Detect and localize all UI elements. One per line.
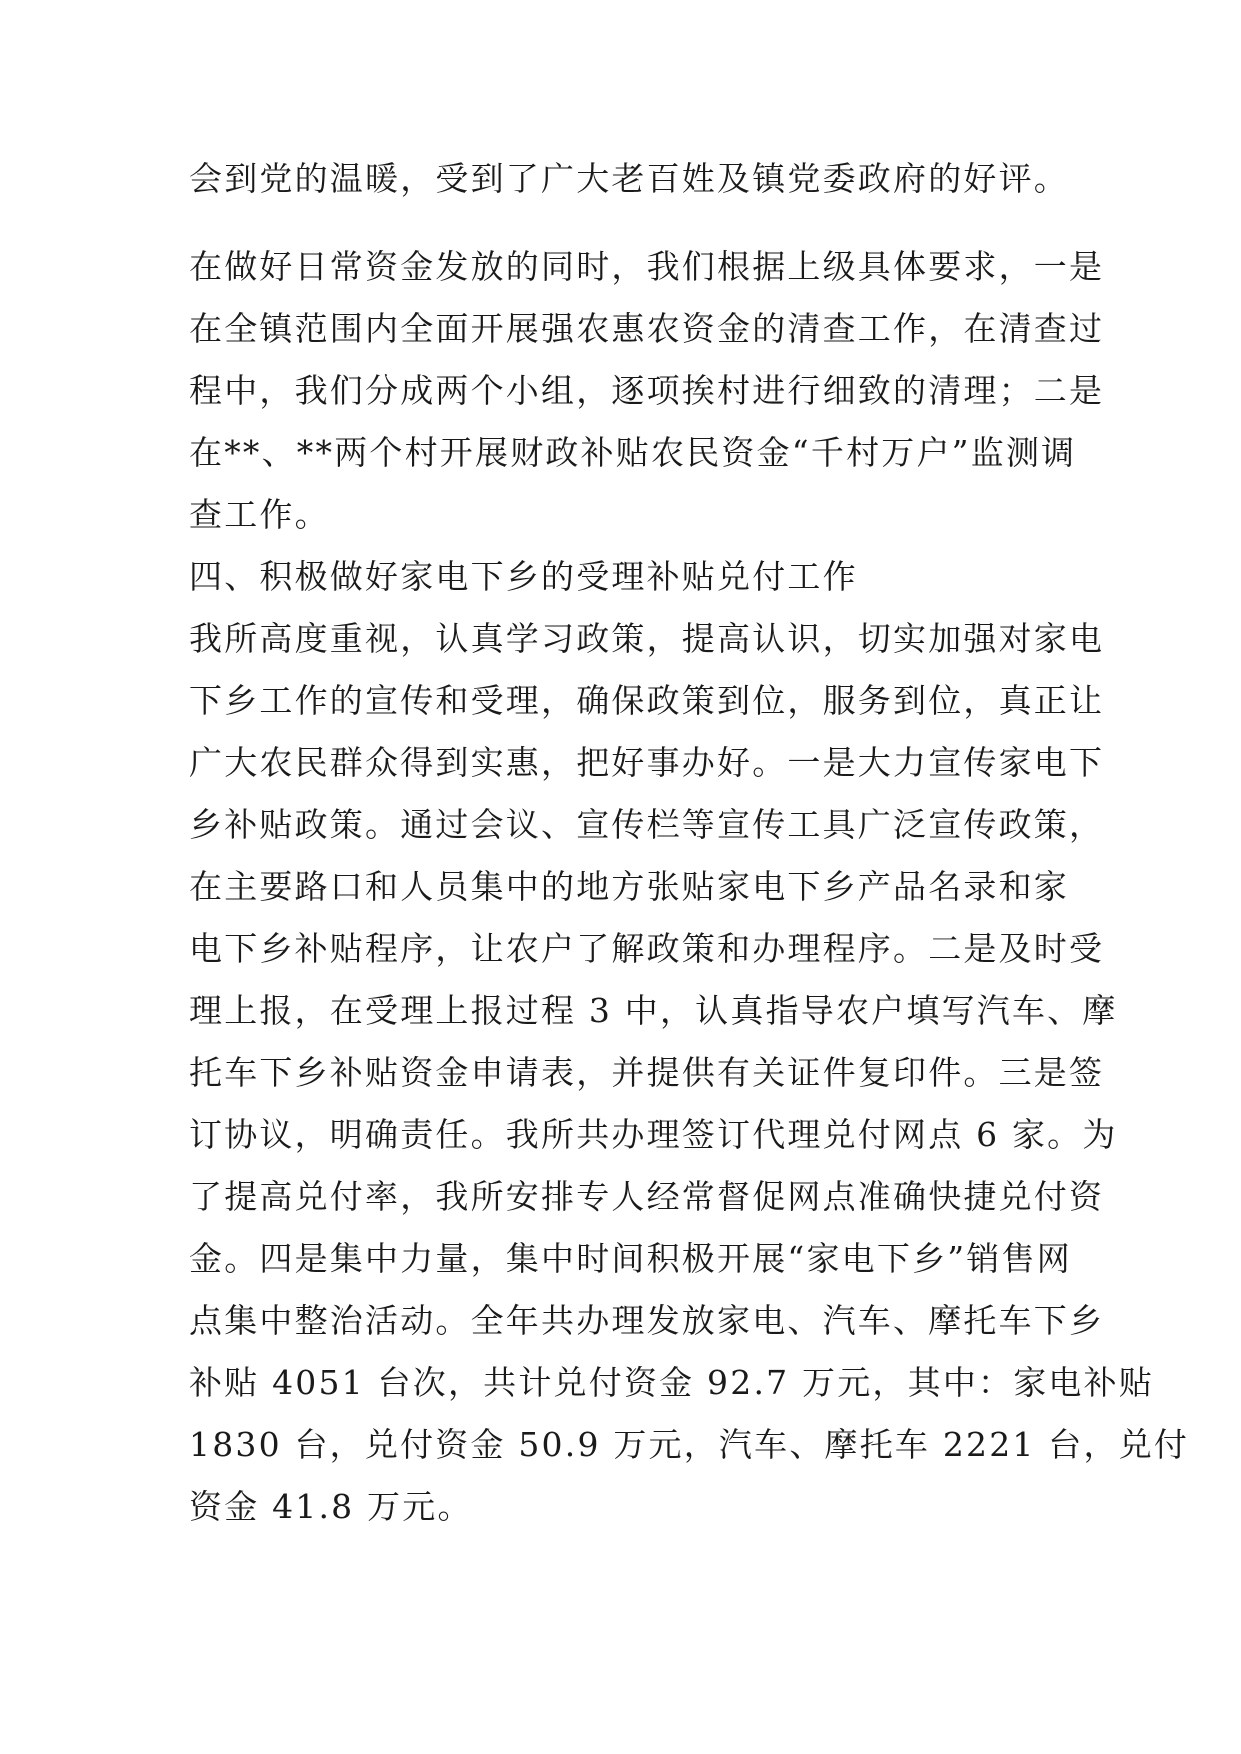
paragraph-line: 电下乡补贴程序，让农户了解政策和办理程序。二是及时受 — [189, 929, 1105, 968]
paragraph-gap — [189, 210, 1059, 236]
paragraph-line: 在主要路口和人员集中的地方张贴家电下乡产品名录和家 — [189, 867, 1069, 906]
paragraph-line: 我所高度重视，认真学习政策，提高认识，切实加强对家电 — [189, 619, 1105, 658]
paragraph-line: 乡补贴政策。通过会议、宣传栏等宣传工具广泛宣传政策， — [189, 805, 1105, 844]
paragraph-line: 在全镇范围内全面开展强农惠农资金的清查工作，在清查过 — [189, 309, 1105, 348]
paragraph-line: 金。四是集中力量，集中时间积极开展“家电下乡”销售网 — [189, 1239, 1072, 1278]
section-heading: 四、积极做好家电下乡的受理补贴兑付工作 — [189, 557, 858, 596]
paragraph-line: 资金 41.8 万元。 — [189, 1487, 473, 1526]
paragraph-line: 会到党的温暖，受到了广大老百姓及镇党委政府的好评。 — [189, 159, 1069, 198]
paragraph-line: 点集中整治活动。全年共办理发放家电、汽车、摩托车下乡 — [189, 1301, 1105, 1340]
paragraph-line: 订协议，明确责任。我所共办理签订代理兑付网点 6 家。为 — [189, 1115, 1118, 1154]
paragraph-line: 下乡工作的宣传和受理，确保政策到位，服务到位，真正让 — [189, 681, 1105, 720]
paragraph-line: 查工作。 — [189, 495, 330, 534]
paragraph-line: 托车下乡补贴资金申请表，并提供有关证件复印件。三是签 — [189, 1053, 1105, 1092]
paragraph-line: 补贴 4051 台次，共计兑付资金 92.7 万元，其中：家电补贴 — [189, 1363, 1155, 1402]
paragraph-line: 1830 台，兑付资金 50.9 万元，汽车、摩托车 2221 台，兑付 — [189, 1425, 1190, 1464]
paragraph-line: 理上报，在受理上报过程 3 中，认真指导农户填写汽车、摩 — [189, 991, 1118, 1030]
document-body — [189, 148, 1190, 1538]
paragraph-line: 程中，我们分成两个小组，逐项挨村进行细致的清理；二是 — [189, 371, 1105, 410]
paragraph-line: 在做好日常资金发放的同时，我们根据上级具体要求，一是 — [189, 247, 1105, 286]
paragraph-line: 在**、**两个村开展财政补贴农民资金“千村万户”监测调 — [189, 433, 1077, 472]
paragraph-line: 广大农民群众得到实惠，把好事办好。一是大力宣传家电下 — [189, 743, 1105, 782]
paragraph-line: 了提高兑付率，我所安排专人经常督促网点准确快捷兑付资 — [189, 1177, 1105, 1216]
